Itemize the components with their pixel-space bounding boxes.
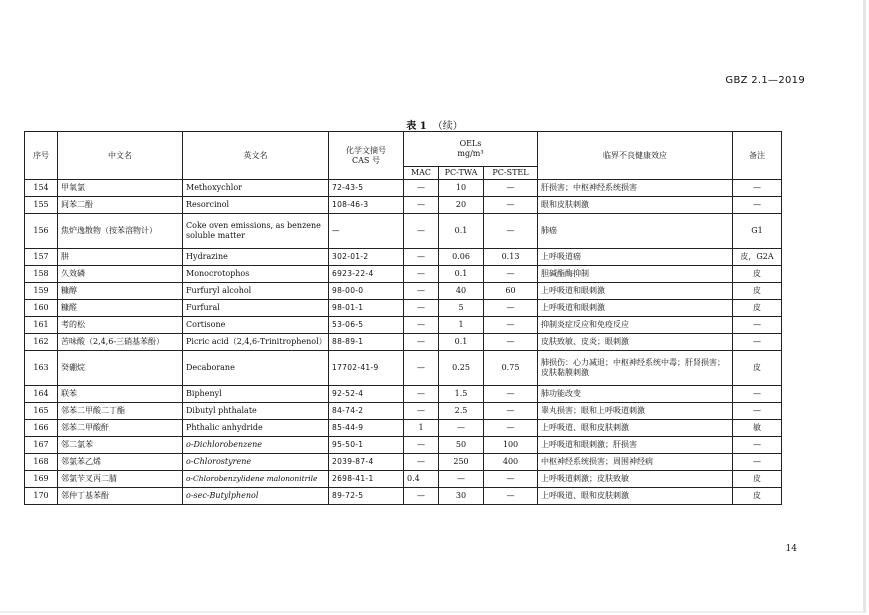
cell-no: 164 bbox=[25, 386, 58, 403]
cell-mac: — bbox=[404, 214, 439, 249]
cell-cn: 联苯 bbox=[58, 386, 183, 403]
cell-note: — bbox=[733, 454, 782, 471]
cell-effect: 胆碱酯酶抑制 bbox=[538, 266, 733, 283]
cell-stel: — bbox=[484, 334, 538, 351]
cell-effect: 中枢神经系统损害；周围神经病 bbox=[538, 454, 733, 471]
cell-twa: — bbox=[439, 471, 484, 488]
header-unit: mg/m³ bbox=[457, 149, 484, 158]
cell-cn: 甲氧氯 bbox=[58, 180, 183, 197]
cell-twa: 20 bbox=[439, 197, 484, 214]
cell-no: 170 bbox=[25, 488, 58, 505]
cell-cn: 间苯二酚 bbox=[58, 197, 183, 214]
header-pctwa: PC-TWA bbox=[439, 167, 484, 180]
cell-no: 155 bbox=[25, 197, 58, 214]
cell-stel: — bbox=[484, 471, 538, 488]
cell-en: Dibutyl phthalate bbox=[183, 403, 329, 420]
cell-cn: 糠醇 bbox=[58, 283, 183, 300]
cell-no: 157 bbox=[25, 249, 58, 266]
cell-no: 158 bbox=[25, 266, 58, 283]
cell-cn: 邻仲丁基苯酚 bbox=[58, 488, 183, 505]
cell-cn: 焦炉逸散物（按苯溶物计） bbox=[58, 214, 183, 249]
cell-stel: — bbox=[484, 266, 538, 283]
cell-stel: — bbox=[484, 386, 538, 403]
cell-cn: 糠醛 bbox=[58, 300, 183, 317]
cell-mac: — bbox=[404, 488, 439, 505]
table-row bbox=[25, 437, 782, 454]
cell-effect: 抑制炎症反应和免疫反应 bbox=[538, 317, 733, 334]
cell-stel: — bbox=[484, 317, 538, 334]
cell-en: o-Chlorostyrene bbox=[183, 454, 329, 471]
table-row bbox=[25, 317, 782, 334]
cell-mac: — bbox=[404, 300, 439, 317]
cell-en: Phthalic anhydride bbox=[183, 420, 329, 437]
cell-no: 161 bbox=[25, 317, 58, 334]
header-effect: 临界不良健康效应 bbox=[538, 132, 733, 180]
cell-effect: 眼和皮肤刺激 bbox=[538, 197, 733, 214]
cell-twa: — bbox=[439, 420, 484, 437]
standard-number: GBZ 2.1—2019 bbox=[725, 75, 805, 86]
cell-en: Biphenyl bbox=[183, 386, 329, 403]
cell-cn: 邻苯二甲酸酐 bbox=[58, 420, 183, 437]
cell-twa: 5 bbox=[439, 300, 484, 317]
cell-cas: 98-00-0 bbox=[329, 283, 404, 300]
cell-stel: — bbox=[484, 420, 538, 437]
cell-cas: — bbox=[329, 214, 404, 249]
cell-twa: 0.25 bbox=[439, 351, 484, 386]
table-row bbox=[25, 386, 782, 403]
cell-note: — bbox=[733, 180, 782, 197]
cell-twa: 40 bbox=[439, 283, 484, 300]
cell-mac: — bbox=[404, 334, 439, 351]
cell-note: 皮 bbox=[733, 283, 782, 300]
cell-twa: 30 bbox=[439, 488, 484, 505]
cell-twa: 0.1 bbox=[439, 266, 484, 283]
header-pcstel: PC-STEL bbox=[484, 167, 538, 180]
cell-no: 165 bbox=[25, 403, 58, 420]
cell-mac: — bbox=[404, 266, 439, 283]
cell-en: Picric acid（2,4,6-Trinitrophenol） bbox=[183, 334, 329, 351]
header-chinese-name: 中文名 bbox=[58, 132, 183, 180]
cell-stel: — bbox=[484, 214, 538, 249]
cell-en: Resorcinol bbox=[183, 197, 329, 214]
cell-cn: 邻氯苄叉丙二腈 bbox=[58, 471, 183, 488]
cell-no: 159 bbox=[25, 283, 58, 300]
cell-note: — bbox=[733, 334, 782, 351]
cell-mac: 0.4 bbox=[404, 471, 439, 488]
cell-mac: 1 bbox=[404, 420, 439, 437]
cell-mac: — bbox=[404, 283, 439, 300]
cell-note: 皮 bbox=[733, 266, 782, 283]
cell-note: 皮 bbox=[733, 471, 782, 488]
cell-cn: 肼 bbox=[58, 249, 183, 266]
cell-cas: 6923-22-4 bbox=[329, 266, 404, 283]
cell-stel: 0.75 bbox=[484, 351, 538, 386]
cell-no: 167 bbox=[25, 437, 58, 454]
cell-note: 皮 bbox=[733, 300, 782, 317]
cell-cas: 88-89-1 bbox=[329, 334, 404, 351]
cell-en: o-Dichlorobenzene bbox=[183, 437, 329, 454]
table-caption bbox=[0, 117, 869, 132]
cell-cn: 考的松 bbox=[58, 317, 183, 334]
cell-no: 169 bbox=[25, 471, 58, 488]
cell-mac: — bbox=[404, 249, 439, 266]
cell-en: Decaborane bbox=[183, 351, 329, 386]
cell-effect: 肺癌 bbox=[538, 214, 733, 249]
cell-no: 163 bbox=[25, 351, 58, 386]
cell-mac: — bbox=[404, 403, 439, 420]
cell-no: 156 bbox=[25, 214, 58, 249]
cell-note: 皮 bbox=[733, 488, 782, 505]
cell-note: — bbox=[733, 437, 782, 454]
cell-note: — bbox=[733, 317, 782, 334]
cell-note: 敏 bbox=[733, 420, 782, 437]
oels-table bbox=[24, 131, 782, 505]
cell-mac: — bbox=[404, 386, 439, 403]
cell-mac: — bbox=[404, 180, 439, 197]
cell-no: 162 bbox=[25, 334, 58, 351]
table-row bbox=[25, 249, 782, 266]
cell-cas: 72-43-5 bbox=[329, 180, 404, 197]
cell-mac: — bbox=[404, 351, 439, 386]
cell-no: 154 bbox=[25, 180, 58, 197]
cell-cn: 邻苯二甲酸二丁酯 bbox=[58, 403, 183, 420]
table-continued-label: （续） bbox=[432, 121, 463, 132]
cell-note: — bbox=[733, 403, 782, 420]
cell-cas: 53-06-5 bbox=[329, 317, 404, 334]
cell-effect: 肝损害；中枢神经系统损害 bbox=[538, 180, 733, 197]
cell-effect: 上呼吸道和眼刺激；肝损害 bbox=[538, 437, 733, 454]
cell-twa: 1.5 bbox=[439, 386, 484, 403]
cell-twa: 50 bbox=[439, 437, 484, 454]
cell-stel: 100 bbox=[484, 437, 538, 454]
cell-effect: 上呼吸道癌 bbox=[538, 249, 733, 266]
cell-cn: 久效磷 bbox=[58, 266, 183, 283]
header-row bbox=[25, 132, 782, 167]
cell-note: G1 bbox=[733, 214, 782, 249]
cell-twa: 2.5 bbox=[439, 403, 484, 420]
header-oels bbox=[404, 132, 538, 167]
cell-en: Furfuryl alcohol bbox=[183, 283, 329, 300]
cell-cas: 85-44-9 bbox=[329, 420, 404, 437]
table-row bbox=[25, 334, 782, 351]
table-row bbox=[25, 214, 782, 249]
cell-en: Monocrotophos bbox=[183, 266, 329, 283]
header-cas-line2: CAS 号 bbox=[352, 155, 380, 165]
cell-en: Hydrazine bbox=[183, 249, 329, 266]
cell-stel: 0.13 bbox=[484, 249, 538, 266]
header-cas bbox=[329, 132, 404, 180]
cell-cas: 302-01-2 bbox=[329, 249, 404, 266]
cell-effect: 肺功能改变 bbox=[538, 386, 733, 403]
cell-mac: — bbox=[404, 197, 439, 214]
cell-twa: 0.1 bbox=[439, 334, 484, 351]
cell-effect: 上呼吸道和眼刺激 bbox=[538, 300, 733, 317]
cell-stel: — bbox=[484, 180, 538, 197]
table-row bbox=[25, 488, 782, 505]
header-mac: MAC bbox=[404, 167, 439, 180]
cell-cas: 89-72-5 bbox=[329, 488, 404, 505]
cell-stel: — bbox=[484, 488, 538, 505]
header-oels-label: OELs bbox=[459, 139, 482, 148]
cell-note: — bbox=[733, 197, 782, 214]
cell-cn: 苦味酸（2,4,6-三硝基苯酚） bbox=[58, 334, 183, 351]
table-row bbox=[25, 471, 782, 488]
header-note: 备注 bbox=[733, 132, 782, 180]
cell-cas: 2698-41-1 bbox=[329, 471, 404, 488]
cell-en: o-sec-Butylphenol bbox=[183, 488, 329, 505]
cell-note: 皮，G2A bbox=[733, 249, 782, 266]
cell-cas: 84-74-2 bbox=[329, 403, 404, 420]
cell-effect: 上呼吸道、眼和皮肤刺激 bbox=[538, 420, 733, 437]
cell-en: Furfural bbox=[183, 300, 329, 317]
cell-stel: — bbox=[484, 300, 538, 317]
header-english-name: 英文名 bbox=[183, 132, 329, 180]
cell-en: Cortisone bbox=[183, 317, 329, 334]
cell-mac: — bbox=[404, 454, 439, 471]
cell-cas: 108-46-3 bbox=[329, 197, 404, 214]
cell-cn: 邻二氯苯 bbox=[58, 437, 183, 454]
table-row bbox=[25, 454, 782, 471]
cell-en: o-Chlorobenzylidene malononitrile bbox=[183, 471, 329, 488]
cell-no: 160 bbox=[25, 300, 58, 317]
cell-cas: 17702-41-9 bbox=[329, 351, 404, 386]
cell-stel: 60 bbox=[484, 283, 538, 300]
cell-mac: — bbox=[404, 437, 439, 454]
header-seq: 序号 bbox=[25, 132, 58, 180]
cell-en: Coke oven emissions, as benzene soluble matter bbox=[183, 214, 329, 249]
cell-effect: 睾丸损害；眼和上呼吸道刺激 bbox=[538, 403, 733, 420]
table-row bbox=[25, 266, 782, 283]
cell-en: Methoxychlor bbox=[183, 180, 329, 197]
cell-stel: — bbox=[484, 403, 538, 420]
cell-stel: — bbox=[484, 197, 538, 214]
cell-note: 皮 bbox=[733, 351, 782, 386]
cell-cn: 癸硼烷 bbox=[58, 351, 183, 386]
cell-stel: 400 bbox=[484, 454, 538, 471]
table-row bbox=[25, 197, 782, 214]
cell-twa: 10 bbox=[439, 180, 484, 197]
cell-cas: 98-01-1 bbox=[329, 300, 404, 317]
cell-twa: 250 bbox=[439, 454, 484, 471]
cell-no: 166 bbox=[25, 420, 58, 437]
table-row bbox=[25, 283, 782, 300]
cell-effect: 上呼吸道刺激；皮肤致敏 bbox=[538, 471, 733, 488]
cell-cas: 95-50-1 bbox=[329, 437, 404, 454]
page-number: 14 bbox=[785, 544, 797, 554]
cell-twa: 0.1 bbox=[439, 214, 484, 249]
cell-twa: 1 bbox=[439, 317, 484, 334]
header-cas-line1: 化学文摘号 bbox=[346, 145, 386, 155]
cell-effect: 皮肤致敏、皮炎；眼刺激 bbox=[538, 334, 733, 351]
cell-effect: 肺损伤：心力减退；中枢神经系统中毒；肝肾损害；皮肤黏膜刺激 bbox=[538, 351, 733, 386]
table-row bbox=[25, 351, 782, 386]
table-row bbox=[25, 403, 782, 420]
table-row bbox=[25, 180, 782, 197]
cell-cn: 邻氯苯乙烯 bbox=[58, 454, 183, 471]
cell-mac: — bbox=[404, 317, 439, 334]
cell-cas: 2039-87-4 bbox=[329, 454, 404, 471]
cell-twa: 0.06 bbox=[439, 249, 484, 266]
cell-no: 168 bbox=[25, 454, 58, 471]
table-row bbox=[25, 300, 782, 317]
cell-cas: 92-52-4 bbox=[329, 386, 404, 403]
table-row bbox=[25, 420, 782, 437]
cell-effect: 上呼吸道、眼和皮肤刺激 bbox=[538, 488, 733, 505]
cell-effect: 上呼吸道和眼刺激 bbox=[538, 283, 733, 300]
table-title: 表 1 bbox=[406, 121, 427, 132]
cell-note: — bbox=[733, 386, 782, 403]
